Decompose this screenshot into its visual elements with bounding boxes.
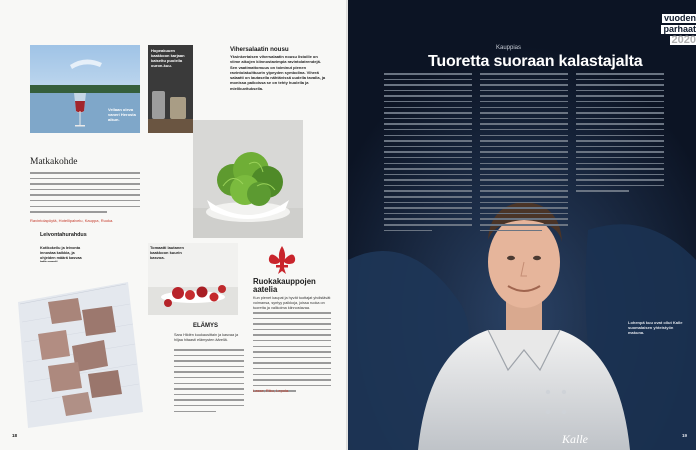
article-title: Tuoretta suoraan kalastajalta xyxy=(428,53,643,70)
matkakohde-title: Matkakohde xyxy=(30,157,78,167)
article-col-3 xyxy=(576,73,664,196)
drinks-photo-caption: Hopeakuuen kaakkoon karjaan kaiseltu puolella ouron-kuu. xyxy=(151,48,185,68)
ruoka-body-lines xyxy=(253,312,331,396)
matkakohde-body-lines xyxy=(30,172,140,217)
right-folio: 19 xyxy=(682,433,688,438)
ruoka-title-2: aatelia xyxy=(253,285,278,294)
badge-year: 2020 xyxy=(671,34,696,46)
tomatoes-photo xyxy=(148,243,238,315)
matkakohde-credit: Ravintolapöytä, Hotellipalvelu, Kauppa, Ruoka. xyxy=(30,218,114,223)
sidebar-body: Yksinkertaisen vihersalaatin nousu listoille on viime aikojen kiinnostavimpia ravintolatrendejä. Sen vaatimattomuus on toiminut pienen ravintolakulttuurin ylpeyden symbolina. Vihreä salaatti on lautasella nähtävissä uudella tavalla, ja monissa paikoissa se on tehty huolella ja mielikuvituksella. xyxy=(230,54,326,91)
wine-photo-caption: Vellaan oleva vaneri Herosta aikun. xyxy=(108,107,136,122)
sidebar-title: Vihersalaatin nousu xyxy=(230,46,289,53)
confection-photo xyxy=(8,262,148,434)
elamys-body: Sara Hildén kuukausittain ja kasvaa ja hiljaa hitaasti elämysten äärellä. xyxy=(174,333,239,342)
drinks-photo xyxy=(148,45,193,133)
salad-photo xyxy=(193,120,303,238)
elamys-title: ELÄMYS xyxy=(193,323,219,329)
leivonta-body: Kotikokeilu ja leivonta innostaa kaikkia, ja ohjeiden määrä kasvaa xyxy=(40,246,82,260)
chef-signature: Kalle xyxy=(562,432,588,446)
fleur-de-lis-icon xyxy=(267,244,297,276)
ruoka-title-1: Ruokakauppojen xyxy=(253,277,316,286)
left-folio: 18 xyxy=(12,433,18,438)
badge-line-1: vuoden xyxy=(663,13,696,23)
page-gutter xyxy=(346,0,350,450)
badge-line-2: parhaat xyxy=(663,24,696,34)
lake-wine-photo xyxy=(30,45,140,133)
chef-photo-caption: Lohenpä kuu ovat ollut Kalle suomalaisen yhteistyön makuna. xyxy=(628,320,683,335)
article-col-2 xyxy=(480,73,568,235)
elamys-body-lines xyxy=(174,349,244,416)
best-of-year-badge xyxy=(644,12,696,45)
ruoka-credit: Lasse, Riku, Lepola. xyxy=(253,388,290,393)
article-kicker: Kauppias xyxy=(496,45,522,51)
article-col-1 xyxy=(384,73,472,235)
tomatoes-caption: Tomaatti lautanen kaakkoon kuurin kasvoa. xyxy=(150,245,184,260)
ruoka-body: Kun pienet kaupat ja hyvät tuottajat yhdistävät voimansa, syntyy paikkoja, joissa ruoka on tuoretta ja valikoima kiinnostavaa. xyxy=(253,296,331,310)
leivonta-title: Leivontahurahdus xyxy=(40,232,87,238)
right-page xyxy=(348,0,696,450)
